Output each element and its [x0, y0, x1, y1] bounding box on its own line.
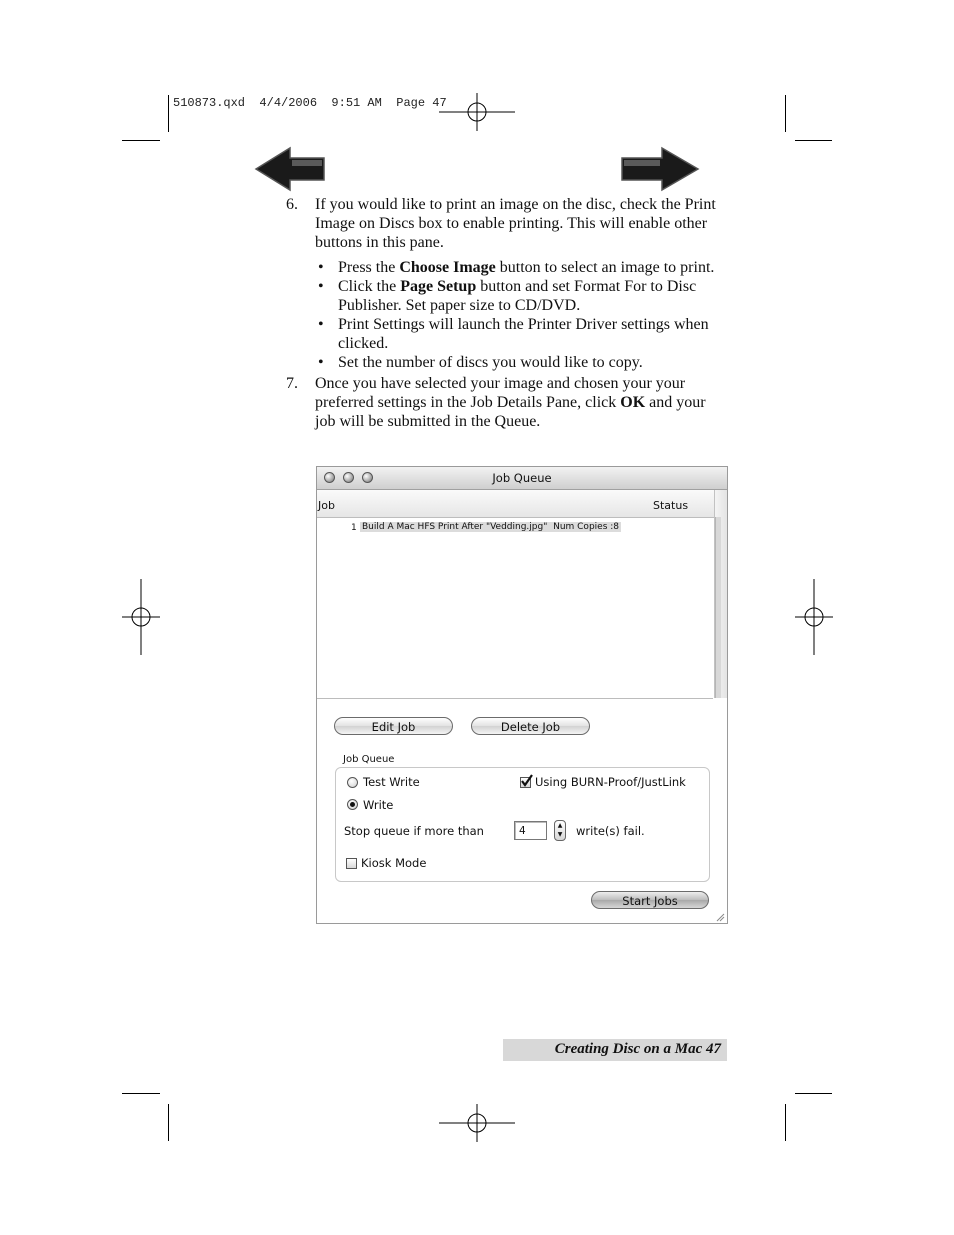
footer-text: Creating Disc on a Mac 47: [554, 1041, 721, 1057]
edit-job-button[interactable]: Edit Job: [334, 717, 453, 735]
bullet-text: Set the number of discs you would like to copy.: [338, 354, 643, 371]
bullet-dot: •: [318, 316, 324, 333]
start-jobs-button[interactable]: Start Jobs: [591, 891, 709, 909]
bullet-text: Press the: [338, 259, 400, 276]
stop-queue-label: Stop queue if more than: [344, 824, 484, 838]
kiosk-mode-label: Kiosk Mode: [361, 856, 427, 870]
column-job[interactable]: Job: [318, 499, 335, 512]
bullet-text: button to select an image to print.: [495, 259, 715, 276]
step-text-part: and your job will be submitted in the Queue.: [315, 394, 706, 430]
column-header: [317, 490, 714, 518]
write-label: Write: [363, 798, 394, 812]
step-number: 7.: [286, 375, 298, 392]
crop-mark: [168, 1104, 169, 1141]
window-title: Job Queue: [492, 471, 552, 485]
crop-mark: [122, 1093, 160, 1094]
bullet-emphasis: Choose Image: [399, 259, 496, 276]
kiosk-mode-checkbox[interactable]: [346, 858, 357, 869]
registration-mark-icon: [122, 579, 160, 655]
column-status[interactable]: Status: [653, 499, 689, 512]
group-label: Job Queue: [343, 754, 395, 765]
crop-mark: [168, 95, 169, 132]
crop-mark: [785, 1104, 786, 1141]
page-footer: [503, 1039, 727, 1061]
arrow-left-icon[interactable]: [254, 146, 326, 192]
stepper-up-icon[interactable]: ▲: [557, 822, 563, 829]
step-7: [286, 374, 726, 431]
print-slug: 510873.qxd 4/4/2006 9:51 AM Page 47: [173, 96, 447, 110]
job-queue-window: [316, 466, 728, 924]
registration-mark-icon: [439, 93, 515, 131]
resize-grip-icon[interactable]: [716, 913, 725, 922]
step-text: If you would like to print an image on the disc, check the Print Image on Discs box to enable printing. This will enable other buttons in this pane.: [315, 196, 716, 251]
bullet-emphasis: Page Setup: [400, 278, 477, 295]
bullet-item: [315, 277, 726, 315]
bullet-dot: •: [318, 354, 324, 371]
bullet-item: [315, 353, 726, 372]
bullet-dot: •: [318, 278, 324, 295]
bullet-text: Print Settings will launch the Printer Driver settings when clicked.: [338, 316, 709, 352]
scrollbar-thumb[interactable]: [715, 517, 721, 698]
job-description: Build A Mac HFS Print After "Vedding.jpg" Num Copies :8: [362, 522, 619, 532]
fail-count-stepper[interactable]: [554, 820, 566, 841]
crop-mark: [785, 95, 786, 132]
crop-mark: [795, 140, 832, 141]
step-6: [286, 195, 726, 252]
crop-mark: [122, 140, 160, 141]
write-radio[interactable]: [347, 799, 358, 810]
bullet-dot: •: [318, 259, 324, 276]
fail-count-field[interactable]: 4: [514, 821, 547, 840]
bullet-item: [315, 258, 726, 277]
job-list: [317, 518, 713, 699]
registration-mark-icon: [795, 579, 833, 655]
step-text: [315, 374, 726, 431]
delete-job-button[interactable]: Delete Job: [471, 717, 590, 735]
burn-proof-label: Using BURN-Proof/JustLink: [535, 775, 686, 789]
bullet-text: Click the: [338, 278, 401, 295]
job-number: 1: [351, 523, 357, 533]
crop-mark: [795, 1093, 832, 1094]
stepper-down-icon[interactable]: ▼: [557, 831, 563, 838]
arrow-right-icon[interactable]: [620, 146, 700, 192]
instructions: [286, 195, 726, 431]
test-write-label: Test Write: [363, 775, 420, 789]
checkmark-icon: [519, 773, 534, 788]
bullet-text: button and set Format For to Disc Publisher. Set paper size to CD/DVD.: [338, 278, 697, 314]
step-text-part: Once you have selected your image and chosen your your preferred settings in the Job Details Pane, click: [315, 375, 686, 411]
step-emphasis: OK: [620, 394, 646, 411]
step-number: 6.: [286, 196, 298, 213]
test-write-radio[interactable]: [347, 777, 358, 788]
stop-queue-suffix: write(s) fail.: [576, 824, 645, 838]
registration-mark-icon: [439, 1104, 515, 1142]
bullet-item: [315, 315, 726, 353]
title-bar[interactable]: [317, 467, 727, 490]
